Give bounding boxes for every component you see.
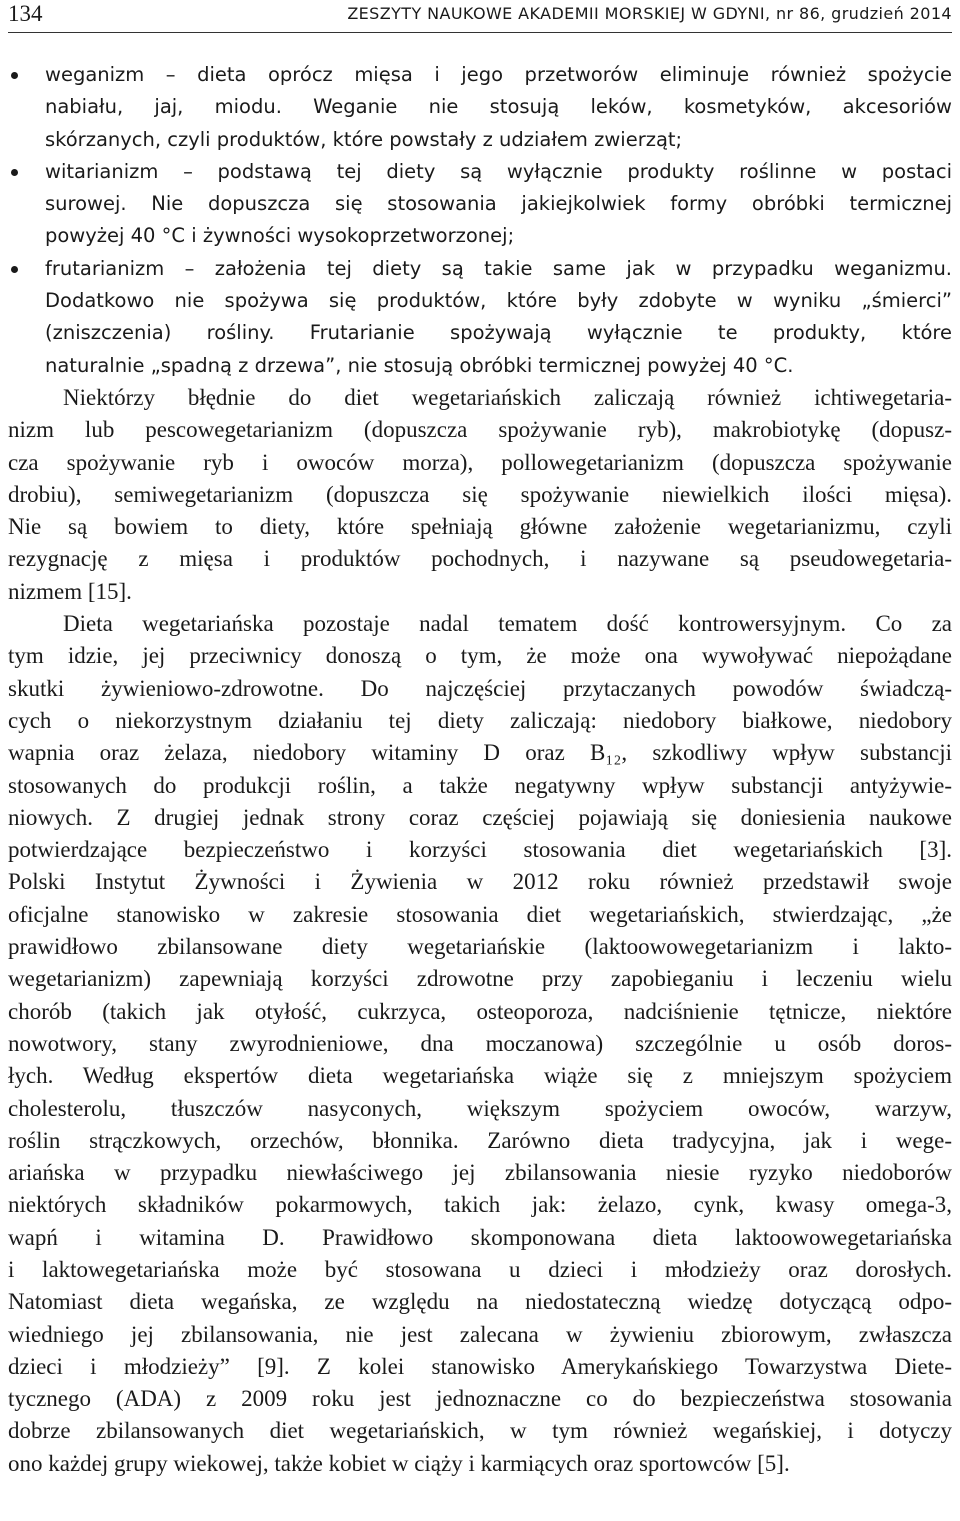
text-line: nizm lub pescowegetarianizm (dopuszcza spożywanie ryb), makrobiotykę (dopusz- <box>8 417 952 443</box>
text-line: nizmem [15]. <box>8 578 132 604</box>
text-line: dobrze zbilansowanych diet wegetariańskich, w tym również wegańskiej, i dotyczy <box>8 1418 952 1444</box>
diet-types-list <box>8 59 952 382</box>
text-line: rezygnację z mięsa i produktów pochodnych, i nazywane są pseudowegetaria- <box>8 546 952 572</box>
text-line: (zniszczenia) rośliny. Frutarianie spożywają wyłącznie te produkty, które <box>45 321 952 345</box>
list-item-witarianizm <box>8 156 952 253</box>
text-line: chorób (takich jak otyłość, cukrzyca, osteoporoza, nadciśnienie tętnicze, niektóre <box>8 998 952 1024</box>
paragraph-pseudowegetarianizm <box>8 382 952 608</box>
text-line: Dodatkowo nie spożywa się produktów, które były zdobyte w wyniku „śmierci” <box>45 289 952 313</box>
text-line: wegetarianizm) zapewniają korzyści zdrowotne przy zapobieganiu i leczeniu wielu <box>8 966 952 992</box>
text-line: Nie są bowiem to diety, które spełniają główne założenie wegetarianizmu, czyli <box>8 514 952 540</box>
document-body <box>8 59 952 1480</box>
text-line: nabiału, jaj, miodu. Weganie nie stosują leków, kosmetyków, akcesoriów <box>45 95 952 119</box>
paragraph-kontrowersje <box>8 608 952 1480</box>
text-line: nowotwory, stany zwyrodnieniowe, dna moczanowa) szczególnie u osób doros- <box>8 1030 952 1056</box>
text-line: cych o niekorzystnym działaniu tej diety zaliczają: niedobory białkowe, niedobory <box>8 707 952 733</box>
text-line: potwierdzające bezpieczeństwo i korzyści stosowania diet wegetariańskich [3]. <box>8 837 952 863</box>
text-line: powyżej 40 °C i żywności wysokoprzetworzonej; <box>45 224 515 248</box>
text-line: roślin strączkowych, orzechów, błonnika. Zarówno dieta tradycyjna, jak i wege- <box>8 1127 952 1153</box>
text-line: surowej. Nie dopuszcza się stosowania jakiejkolwiek formy obróbki termicznej <box>45 192 952 216</box>
text-line: oficjalne stanowisko w zakresie stosowania diet wegetariańskich, stwierdzając, „że <box>8 901 952 927</box>
list-item-frutarianizm <box>8 253 952 382</box>
list-item-weganizm <box>8 59 952 156</box>
text-line: niektórych składników pokarmowych, takich jak: żelazo, cynk, kwasy omega-3, <box>8 1192 952 1218</box>
text-line: tym idzie, jej przeciwnicy donoszą o tym, że może ona wywoływać niepożądane <box>8 643 952 669</box>
bullet-icon <box>11 266 18 273</box>
text-line: dzieci i młodzieży” [9]. Z kolei stanowisko Amerykańskiego Towarzystwa Diete- <box>8 1353 952 1379</box>
text-line: skutki żywieniowo-zdrowotne. Do najczęściej przytaczanych powodów świadczą- <box>8 675 952 701</box>
text-line: frutarianizm – założenia tej diety są takie same jak w przypadku weganizmu. <box>45 256 952 280</box>
text-line: cholesterolu, tłuszczów nasyconych, większym spożyciem owoców, warzyw, <box>8 1095 952 1121</box>
text-line: witarianizm – podstawą tej diety są wyłącznie produkty roślinne w postaci <box>45 159 952 183</box>
page-header <box>8 0 952 33</box>
text-line: ono każdej grupy wiekowej, także kobiet w ciąży i karmiących oraz sportowców [5]. <box>8 1450 790 1476</box>
text-line: Niektórzy błędnie do diet wegetariańskich zaliczają również ichtiwegetaria- <box>63 384 952 410</box>
text-line: wapń i witamina D. Prawidłowo skomponowana dieta laktoowowegetariańska <box>8 1224 952 1250</box>
text-line: cza spożywanie ryb i owoców morza), pollowegetarianizm (dopuszcza spożywanie <box>8 449 952 475</box>
text-line: drobiu), semiwegetarianizm (dopuszcza się spożywanie niewielkich ilości mięsa). <box>8 481 952 507</box>
text-line: naturalnie „spadną z drzewa”, nie stosują obróbki termicznej powyżej 40 °C. <box>45 353 794 377</box>
text-line: stosowanych do produkcji roślin, a także negatywny wpływ substancji antyżywie- <box>8 772 952 798</box>
text-line: wiedniego jej zbilansowania, nie jest zalecana w żywieniu zbiorowym, zwłaszcza <box>8 1321 952 1347</box>
page-number: 134 <box>8 1 43 26</box>
text-line: łych. Według ekspertów dieta wegetariańska wiąże się z mniejszym spożyciem <box>8 1063 952 1089</box>
text-line: skórzanych, czyli produktów, które powstały z udziałem zwierząt; <box>45 127 683 151</box>
journal-title: ZESZYTY NAUKOWE AKADEMII MORSKIEJ W GDYNI, nr 86, grudzień 2014 <box>347 4 952 23</box>
bullet-icon <box>11 169 18 176</box>
text-line: Polski Instytut Żywności i Żywienia w 2012 roku również przedstawił swoje <box>8 869 952 895</box>
text-line: niowych. Z drugiej jednak strony coraz częściej pojawiają się doniesienia naukowe <box>8 804 952 830</box>
text-line: ariańska w przypadku niewłaściwego jej zbilansowania niesie ryzyko niedoborów <box>8 1160 952 1186</box>
text-line: tycznego (ADA) z 2009 roku jest jednoznaczne co do bezpieczeństwa stosowania <box>8 1386 952 1412</box>
text-line: prawidłowo zbilansowane diety wegetariańskie (laktoowowegetarianizm i lakto- <box>8 934 952 960</box>
text-line: Natomiast dieta wegańska, ze względu na niedostateczną wiedzę dotyczącą odpo- <box>8 1289 952 1315</box>
text-line: wapnia oraz żelaza, niedobory witaminy D oraz B₁₂, szkodliwy wpływ substancji <box>8 740 952 766</box>
bullet-icon <box>11 72 18 79</box>
text-line: weganizm – dieta oprócz mięsa i jego przetworów eliminuje również spożycie <box>45 63 952 86</box>
text-line: i laktowegetariańska może być stosowana u dzieci i młodzieży oraz dorosłych. <box>8 1256 952 1282</box>
text-line: Dieta wegetariańska pozostaje nadal tematem dość kontrowersyjnym. Co za <box>63 611 952 637</box>
